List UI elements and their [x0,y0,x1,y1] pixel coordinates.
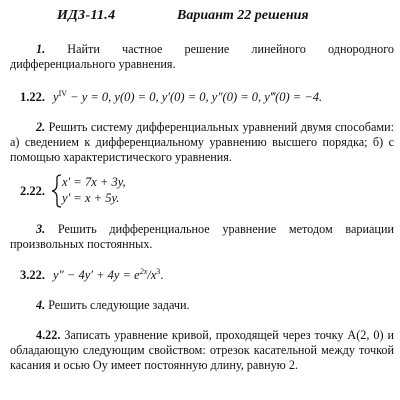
task-4-22-statement [10,328,394,373]
task-4-22-text: Записать уравнение кривой, проходящей через точку A(2, 0) и обладающую следующим свойством: отрезок касательной между точкой касания и осью Oy имеет постоянную длину, равную 2. [10,328,394,372]
task-1-number: 1. [36,42,46,56]
task-1-equation [20,90,390,105]
task-1-statement [10,42,394,72]
task-3-power: 3 [156,267,161,276]
assignment-code: ИДЗ-11.4 [57,8,116,23]
document-header [0,8,400,32]
task-3-eq-right: /x [147,268,157,282]
task-4-statement [10,298,394,313]
task-3-eq-end: . [160,268,164,282]
task-3-label: 3.22. [20,268,45,282]
task-1-y: y [53,90,59,104]
task-2-number: 2. [36,120,46,134]
task-4-text: Решить следующие задачи. [48,298,190,312]
task-2-text: Решить систему дифференциальных уравнений двумя способами: а) сведением к дифференциальному уравнению высшего порядка; б) с помощью характеристического уравнения. [10,120,395,164]
task-4-number: 4. [36,298,46,312]
task-2-label: 2.22. [20,184,45,198]
task-1-conditions: − y = 0, y(0) = 0, y′(0) = 0, y″(0) = 0, y‴(0) = −4. [67,90,323,104]
task-1-label: 1.22. [20,90,45,104]
task-2-equation-1: x′ = 7x + 3y, [62,175,126,189]
task-2-system [20,174,220,208]
task-3-statement [10,222,394,252]
task-4-22-number: 4.22. [36,328,61,342]
task-2-statement [10,120,394,165]
variant-title: Вариант 22 решения [177,8,309,23]
task-3-equation [20,268,390,283]
task-2-equation-2: y′ = x + 5y. [62,191,120,205]
task-3-text: Решить дифференциальное уравнение методом вариации произвольных постоянных. [10,222,394,251]
task-3-eq-left: y″ − 4y′ + 4y = e [53,268,140,282]
task-3-number: 3. [36,222,46,236]
task-3-exp: 2x [139,267,148,276]
task-1-text: Найти частное решение линейного однородного дифференциального уравнения. [10,42,394,71]
task-1-order: IV [58,89,68,98]
